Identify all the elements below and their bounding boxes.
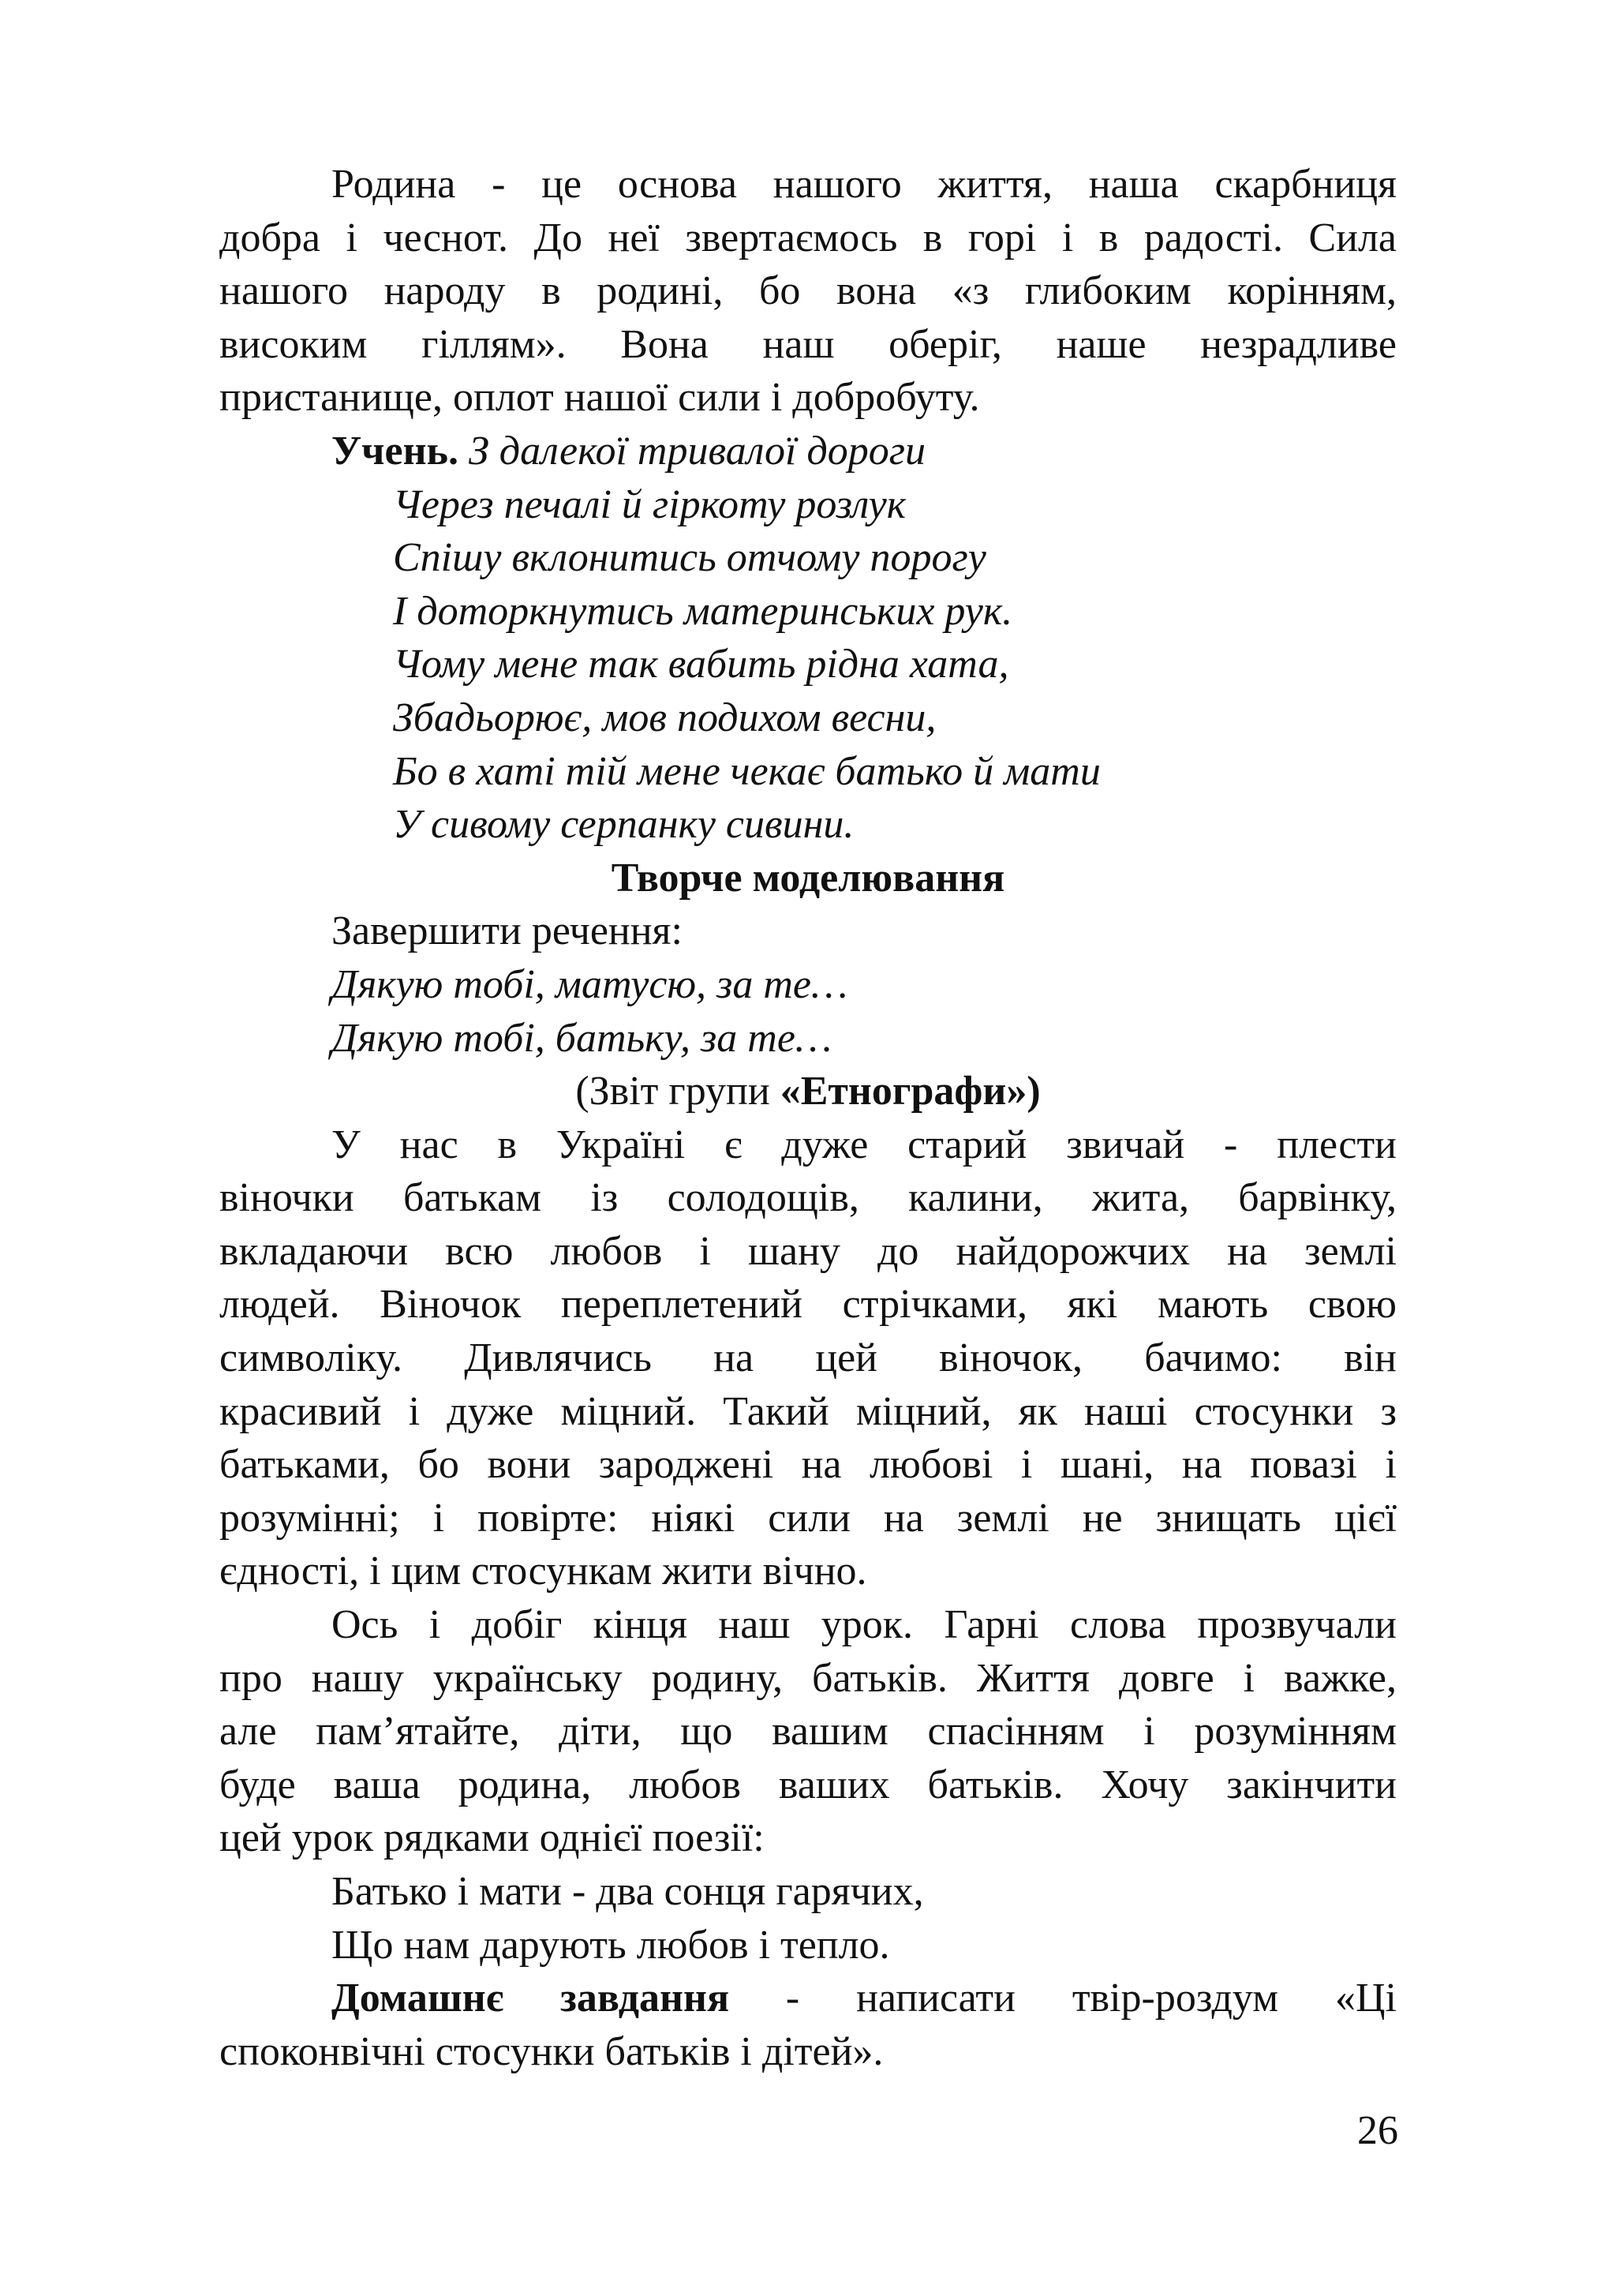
text-line: високим гіллям». Вона наш оберіг, наше незрадливе xyxy=(219,321,1397,367)
text-line: У нас в Україні є дуже старий звичай - плести xyxy=(331,1122,1397,1167)
poem-block xyxy=(219,425,1397,852)
poem-line: Спішу вклонитись отчому порогу xyxy=(393,535,986,581)
report-group: «Етнографи») xyxy=(780,1069,1041,1114)
text-line: єдності, і цим стосункам жити вічно. xyxy=(219,1549,867,1594)
text-line: розумінні; і повірте: ніякі сили на землі не знищать цієї xyxy=(219,1495,1397,1541)
page-number: 26 xyxy=(1357,2108,1398,2153)
poem-line: У сивому серпанку сивини. xyxy=(393,802,855,848)
poem-line: Збадьорює, мов подихом весни, xyxy=(393,695,937,740)
report-prefix: (Звіт групи xyxy=(575,1069,780,1114)
text-line: віночки батькам із солодощів, калини, жита, барвінку, xyxy=(219,1175,1397,1221)
text-line: батьками, бо вони зароджені на любові і шані, на повазі і xyxy=(219,1442,1397,1488)
closing-line: Що нам дарують любов і тепло. xyxy=(331,1922,890,1968)
homework-label: Домашнє завдання xyxy=(331,1976,730,2021)
text-line: Родина - це основа нашого життя, наша скарбниця xyxy=(331,162,1397,207)
text-line: про нашу українську родину, батьків. Життя довге і важке, xyxy=(219,1655,1397,1701)
poem-line: І доторкнутись материнських рук. xyxy=(393,588,1013,634)
text-line: нашого народу в родині, бо вона «з глибоким корінням, xyxy=(219,268,1397,314)
page-body xyxy=(219,158,1397,2078)
poem-line: Через печалі й гіркоту розлук xyxy=(393,481,907,527)
text-line: символіку. Дивлячись на цей віночок, бачимо: він xyxy=(219,1335,1397,1381)
text-line: але пам’ятайте, діти, що вашим спасінням і розумінням xyxy=(219,1709,1397,1755)
paragraph-family xyxy=(219,158,1397,425)
task-line: Дякую тобі, матусю, за те… xyxy=(331,961,848,1007)
text-line: людей. Віночок переплетений стрічками, які мають свою xyxy=(219,1282,1397,1328)
poem-line: З далекої тривалої дороги xyxy=(469,428,926,474)
paragraph-tradition xyxy=(219,1118,1397,1598)
homework-line xyxy=(219,1972,1397,2025)
text-line: цей урок рядками однієї поезії: xyxy=(219,1815,765,1861)
poem-first-line xyxy=(219,425,1397,478)
text-line: вкладаючи всю любов і шану до найдорожчих на землі xyxy=(219,1228,1397,1274)
text-line: добра і чеснот. До неї звертаємось в горі і в радості. Сила xyxy=(219,215,1397,260)
report-heading xyxy=(219,1065,1397,1118)
section-heading: Творче моделювання xyxy=(611,855,1005,901)
text-line: буде ваша родина, любов ваших батьків. Хочу закінчити xyxy=(219,1762,1397,1807)
text-line: красивий і дуже міцний. Такий міцний, як наші стосунки з xyxy=(219,1388,1397,1434)
task-line: Дякую тобі, батьку, за те… xyxy=(331,1015,832,1061)
closing-line: Батько і мати - два сонця гарячих, xyxy=(331,1869,924,1914)
paragraph-conclusion xyxy=(219,1598,1397,1865)
homework-line: споконвічні стосунки батьків і дітей». xyxy=(219,2028,884,2074)
homework-text: - написати твір-роздум «Ці xyxy=(729,1976,1397,2021)
student-label: Учень. xyxy=(331,428,459,474)
text-line: Ось і добіг кінця наш урок. Гарні слова прозвучали xyxy=(331,1602,1397,1648)
poem-line: Бо в хаті тій мене чекає батько й мати xyxy=(393,748,1101,794)
poem-line: Чому мене так вабить рідна хата, xyxy=(393,642,1009,687)
text-line: пристанище, оплот нашої сили і добробуту. xyxy=(219,375,980,421)
homework-block xyxy=(219,1972,1397,2078)
task-intro: Завершити речення: xyxy=(331,908,683,954)
